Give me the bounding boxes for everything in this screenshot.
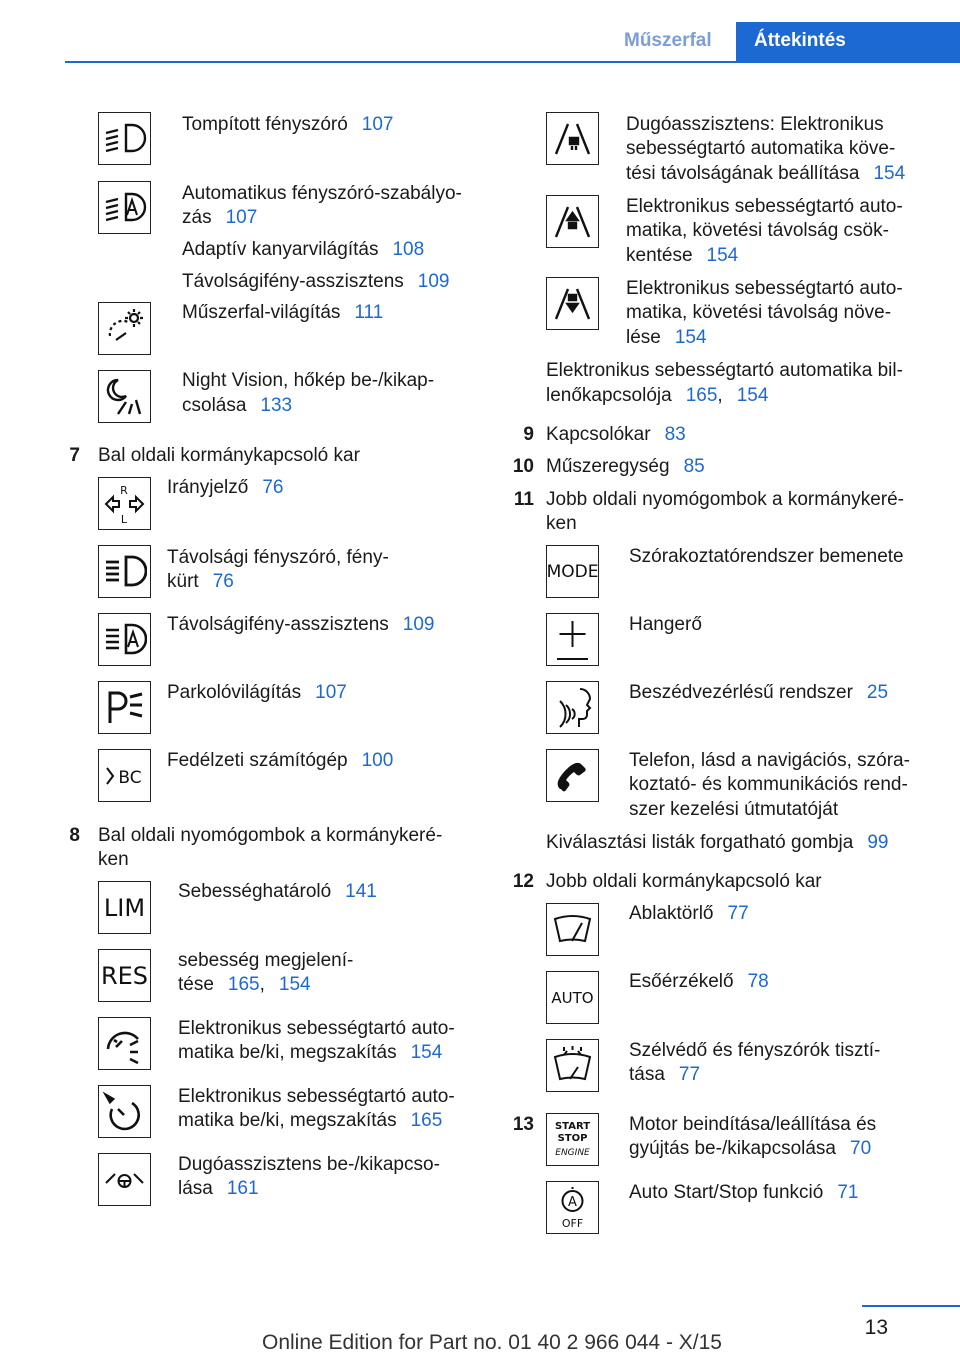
page-ref[interactable]: 109 bbox=[402, 614, 435, 635]
distance-decrease-icon bbox=[546, 195, 599, 248]
page-ref[interactable]: 165 bbox=[227, 974, 260, 995]
start-stop-engine-icon bbox=[546, 1113, 599, 1166]
entry-traffic-jam-assist-l1: Dugóasszisztens be-/kikapcso- bbox=[178, 1154, 440, 1175]
entry-distance-increase-l1: Elektronikus sebességtartó auto- bbox=[626, 278, 903, 299]
svg-text:A: A bbox=[568, 1195, 577, 1210]
svg-text:L: L bbox=[120, 513, 128, 526]
res-button-icon: RES bbox=[98, 949, 151, 1002]
page-ref[interactable]: 100 bbox=[361, 750, 394, 771]
entry-cruise-control-l2: matika be/ki, megszakítás 154 bbox=[178, 1042, 443, 1063]
page-ref[interactable]: 78 bbox=[747, 971, 769, 992]
entry-cruise-control-l1: Elektronikus sebességtartó auto- bbox=[178, 1018, 455, 1039]
page-ref[interactable]: 83 bbox=[664, 424, 686, 445]
entry-speed-limiter: Sebességhatároló 141 bbox=[178, 881, 377, 902]
page-ref[interactable]: 99 bbox=[867, 832, 889, 853]
item-number: 11 bbox=[513, 489, 534, 510]
page-ref[interactable]: 107 bbox=[315, 682, 347, 703]
washer-icon bbox=[546, 1039, 599, 1092]
page-ref[interactable]: 154 bbox=[706, 245, 739, 266]
entry-distance-setting-l2: sebességtartó automatika köve- bbox=[626, 138, 896, 159]
instrument-lighting-icon bbox=[98, 302, 151, 355]
entry-speed-display-l1: sebesség megjelení- bbox=[178, 950, 354, 971]
item-9-heading: Kapcsolókar 83 bbox=[546, 424, 686, 445]
auto-start-stop-icon bbox=[546, 1181, 599, 1234]
entry-entertainment-source: Szórakoztatórendszer bemenete bbox=[629, 546, 904, 567]
page-ref[interactable]: 133 bbox=[260, 395, 293, 416]
page-ref[interactable]: 70 bbox=[850, 1138, 872, 1159]
lim-button-icon: LIM bbox=[98, 881, 151, 934]
entry-night-vision-l2: csolása 133 bbox=[182, 395, 293, 416]
entry-turn-signal: Irányjelző 76 bbox=[167, 477, 284, 498]
page-ref[interactable]: 71 bbox=[837, 1182, 859, 1203]
entry-auto-headlight-l2: zás 107 bbox=[182, 207, 258, 228]
header-tab-overview[interactable] bbox=[736, 22, 960, 63]
item-number: 12 bbox=[512, 871, 534, 892]
volume-icon bbox=[546, 613, 599, 666]
page-ref[interactable]: 76 bbox=[212, 571, 234, 592]
item-7-heading: Bal oldali kormánykapcsoló kar bbox=[98, 445, 360, 466]
entry-distance-increase-l3: lése 154 bbox=[626, 327, 707, 348]
header-tab-label: Áttekintés bbox=[754, 30, 846, 51]
entry-volume: Hangerő bbox=[629, 614, 702, 635]
entry-engine-start-l1: Motor beindítása/leállítása és bbox=[629, 1114, 877, 1135]
onboard-computer-icon bbox=[98, 749, 151, 802]
cruise-control-icon bbox=[98, 1017, 151, 1070]
high-beam-icon bbox=[98, 545, 151, 598]
turn-signal-icon bbox=[98, 477, 151, 530]
page-ref[interactable]: 154 bbox=[873, 163, 906, 184]
entry-phone-l1: Telefon, lásd a navigációs, szóra- bbox=[629, 750, 910, 771]
entry-onboard-computer: Fedélzeti számítógép 100 bbox=[167, 750, 394, 771]
night-vision-icon bbox=[98, 370, 151, 423]
rain-sensor-icon: AUTO bbox=[546, 971, 599, 1024]
item-number: 8 bbox=[69, 825, 80, 846]
page-ref[interactable]: 154 bbox=[736, 385, 769, 406]
parking-light-icon bbox=[98, 681, 151, 734]
entry-phone-l3: szer kezelési útmutatóját bbox=[629, 799, 839, 820]
entry-wiper: Ablaktörlő 77 bbox=[629, 903, 749, 924]
item-number: 9 bbox=[523, 424, 534, 445]
entry-high-beam-l1: Távolsági fényszóró, fény- bbox=[167, 547, 389, 568]
item-11-heading-l2: ken bbox=[546, 513, 577, 534]
page-ref[interactable]: 77 bbox=[727, 903, 749, 924]
entry-distance-decrease-l1: Elektronikus sebességtartó auto- bbox=[626, 196, 903, 217]
entry-engine-start-l2: gyújtás be-/kikapcsolása 70 bbox=[629, 1138, 872, 1159]
page-ref[interactable]: 25 bbox=[866, 682, 889, 703]
entry-distance-setting-l1: Dugóasszisztens: Elektronikus bbox=[626, 114, 884, 135]
distance-setting-icon bbox=[546, 112, 599, 165]
cruise-control-2-icon bbox=[98, 1085, 151, 1138]
page-ref[interactable]: 77 bbox=[678, 1064, 701, 1085]
item-8-heading-l2: ken bbox=[98, 849, 129, 870]
entry-speed-display-l2: tése 165, 154 bbox=[178, 974, 311, 995]
entry-phone-l2: koztató- és kommunikációs rend- bbox=[629, 774, 908, 795]
auto-headlight-icon bbox=[98, 181, 151, 234]
page-ref[interactable]: 108 bbox=[392, 239, 425, 260]
page-ref[interactable]: 154 bbox=[410, 1042, 443, 1063]
entry-washer-l1: Szélvédő és fényszórók tisztí- bbox=[629, 1040, 881, 1061]
entry-auto-headlight-l1: Automatikus fényszóró-szabályo- bbox=[182, 183, 462, 204]
page-ref[interactable]: 107 bbox=[225, 207, 258, 228]
svg-text:STOP: STOP bbox=[557, 1133, 588, 1144]
page-ref[interactable]: 76 bbox=[262, 477, 284, 498]
traffic-jam-assist-icon bbox=[98, 1153, 151, 1206]
entry-rocker-switch-l2: lenőkapcsolója 165, 154 bbox=[546, 385, 769, 406]
header-rule bbox=[65, 61, 960, 63]
page-ref[interactable]: 165 bbox=[410, 1110, 443, 1131]
entry-adaptive-light: Adaptív kanyarvilágítás 108 bbox=[182, 239, 425, 260]
footer-rule bbox=[862, 1305, 960, 1307]
page-ref[interactable]: 165 bbox=[685, 385, 718, 406]
entry-low-beam: Tompított fényszóró 107 bbox=[182, 114, 394, 135]
page-ref[interactable]: 111 bbox=[354, 302, 384, 323]
entry-rain-sensor: Esőérzékelő 78 bbox=[629, 971, 769, 992]
entry-rocker-switch-l1: Elektronikus sebességtartó automatika bil- bbox=[546, 360, 903, 381]
entry-traffic-jam-assist-l2: lása 161 bbox=[178, 1178, 259, 1199]
item-number: 7 bbox=[69, 445, 80, 466]
entry-selection-list-knob: Kiválasztási listák forgatható gombja 99 bbox=[546, 832, 889, 853]
entry-distance-decrease-l3: kentése 154 bbox=[626, 245, 739, 266]
phone-icon bbox=[546, 749, 599, 802]
entry-washer-l2: tása 77 bbox=[629, 1064, 701, 1085]
page-ref[interactable]: 154 bbox=[278, 974, 311, 995]
entry-night-vision-l1: Night Vision, hőkép be-/kikap- bbox=[182, 370, 435, 391]
distance-increase-icon bbox=[546, 277, 599, 330]
wiper-icon bbox=[546, 903, 599, 956]
svg-text:R: R bbox=[120, 484, 128, 497]
page-ref[interactable]: 85 bbox=[683, 456, 705, 477]
page-ref[interactable]: 109 bbox=[417, 271, 450, 292]
entry-distance-decrease-l2: matika, követési távolság csök- bbox=[626, 220, 889, 241]
entry-cruise-control-2-l1: Elektronikus sebességtartó auto- bbox=[178, 1086, 455, 1107]
entry-voice-control: Beszédvezérlésű rendszer 25 bbox=[629, 682, 889, 703]
entry-parking-light: Parkolóvilágítás 107 bbox=[167, 682, 347, 703]
voice-control-icon bbox=[546, 681, 599, 734]
entry-distance-setting-l3: tési távolságának beállítása 154 bbox=[626, 163, 906, 184]
entry-high-beam-l2: kürt 76 bbox=[167, 571, 234, 592]
svg-text:BC: BC bbox=[118, 768, 142, 788]
page-number: 13 bbox=[864, 1316, 888, 1339]
svg-text:ENGINE: ENGINE bbox=[555, 1148, 590, 1158]
item-number: 10 bbox=[512, 456, 534, 477]
page-ref[interactable]: 161 bbox=[226, 1178, 259, 1199]
entry-high-beam-assist-2: Távolságifény-asszisztens 109 bbox=[167, 614, 435, 635]
item-number: 13 bbox=[512, 1114, 534, 1135]
header-section-label[interactable]: Műszerfal bbox=[624, 30, 712, 51]
entry-auto-start-stop: Auto Start/Stop funkció 71 bbox=[629, 1182, 859, 1203]
item-12-heading: Jobb oldali kormánykapcsoló kar bbox=[546, 871, 822, 892]
entry-instrument-lighting: Műszerfal-világítás 111 bbox=[182, 302, 384, 323]
low-beam-icon bbox=[98, 112, 151, 165]
svg-text:START: START bbox=[554, 1121, 591, 1132]
item-11-heading-l1: Jobb oldali nyomógombok a kormánykeré- bbox=[546, 489, 905, 510]
item-10-heading: Műszeregység 85 bbox=[546, 456, 705, 477]
footer-edition: Online Edition for Part no. 01 40 2 966 044 - X/15 bbox=[262, 1331, 722, 1354]
high-beam-assist-icon bbox=[98, 613, 151, 666]
page-ref[interactable]: 107 bbox=[361, 114, 394, 135]
page-ref[interactable]: 141 bbox=[345, 881, 377, 902]
mode-button-icon: MODE bbox=[546, 545, 599, 598]
entry-distance-increase-l2: matika, követési távolság növe- bbox=[626, 302, 892, 323]
entry-cruise-control-2-l2: matika be/ki, megszakítás 165 bbox=[178, 1110, 443, 1131]
item-8-heading-l1: Bal oldali nyomógombok a kormánykeré- bbox=[98, 825, 443, 846]
svg-text:OFF: OFF bbox=[561, 1217, 584, 1230]
entry-high-beam-assist: Távolságifény-asszisztens 109 bbox=[182, 271, 450, 292]
page-ref[interactable]: 154 bbox=[674, 327, 707, 348]
